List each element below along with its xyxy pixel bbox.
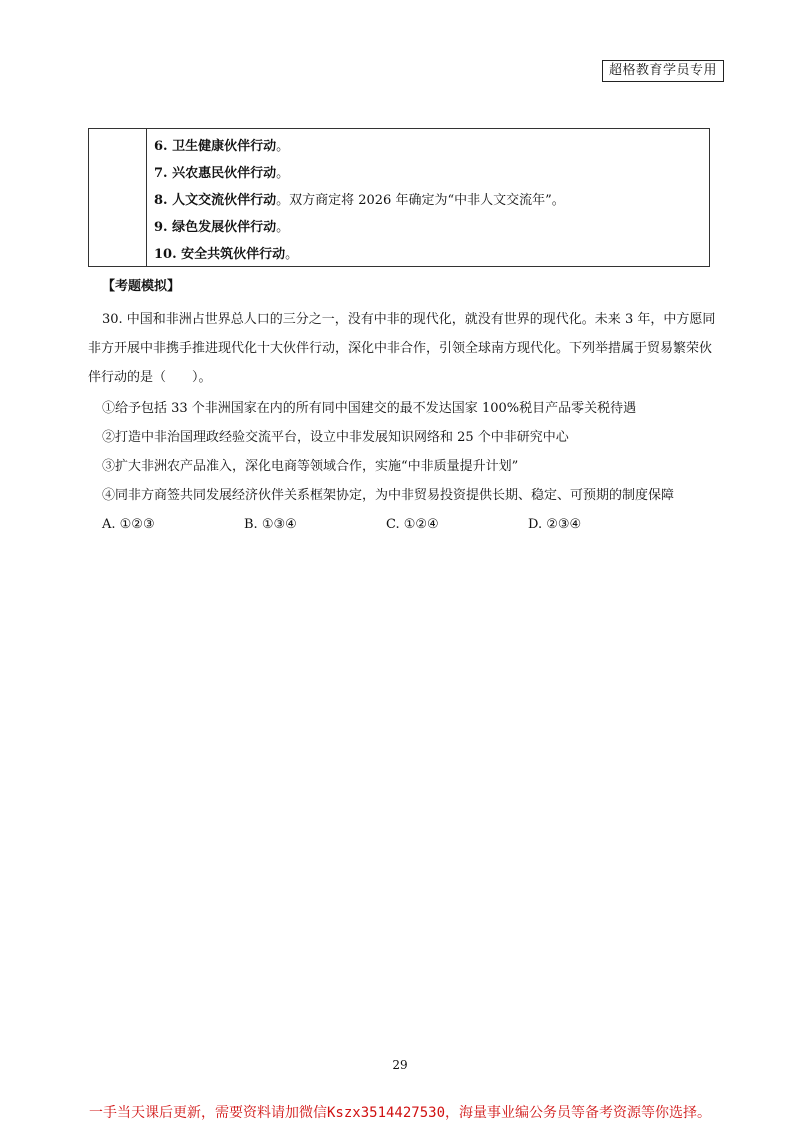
answer-choices (102, 515, 714, 535)
list-item (154, 133, 703, 160)
item-title: 7. 兴农惠民伙伴行动 (154, 166, 277, 181)
statement-item: ②打造中非治国理政经验交流平台，设立中非发展知识网络和 25 个中非研究中心 (102, 430, 569, 445)
question-line: 伴行动的是（ ）。 (88, 370, 212, 385)
item-text: 。 (276, 220, 290, 235)
list-item (154, 214, 703, 241)
section-heading: 【考题模拟】 (102, 279, 181, 294)
item-text: 。 (276, 166, 290, 181)
item-text: 。 (285, 247, 299, 262)
statement-item: ①给予包括 33 个非洲国家在内的所有同中国建交的最不发达国家 100%税目产品零关税待遇 (102, 401, 637, 416)
list-item (154, 241, 703, 268)
choice-d: D. ②③④ (528, 517, 582, 532)
footer-notice: 一手当天课后更新，需要资料请加微信Kszx3514427530，海量事业编公务员等备考资源等你选择。 (89, 1105, 711, 1121)
item-title: 9. 绿色发展伙伴行动 (154, 220, 277, 235)
statement-item: ③扩大非洲农产品准入，深化电商等领域合作，实施“中非质量提升计划” (102, 459, 519, 474)
question-line: 非方开展中非携手推进现代化十大伙伴行动，深化中非合作，引领全球南方现代化。下列举措属于贸易繁荣伙 (88, 341, 713, 356)
choice-c: C. ①②④ (386, 517, 439, 532)
question-line: 30. 中国和非洲占世界总人口的三分之一，没有中非的现代化，就没有世界的现代化。未来 3 年，中方愿同 (102, 312, 716, 327)
item-text: 。 (276, 139, 290, 154)
statement-list (102, 394, 714, 510)
table-left-cell (89, 129, 147, 266)
item-text: 。双方商定将 2026 年确定为“中非人文交流年”。 (276, 193, 565, 208)
list-item (154, 187, 703, 214)
statement-item: ④同非方商签共同发展经济伙伴关系框架协定，为中非贸易投资提供长期、稳定、可预期的制度保障 (102, 488, 675, 503)
list-item (154, 160, 703, 187)
table-right-cell (154, 133, 703, 268)
content-table (88, 128, 710, 267)
choice-a: A. ①②③ (102, 517, 155, 532)
item-title: 10. 安全共筑伙伴行动 (154, 247, 286, 262)
page-number: 29 (392, 1058, 408, 1072)
watermark-stamp: 超格教育学员专用 (602, 60, 724, 82)
item-title: 6. 卫生健康伙伴行动 (154, 139, 277, 154)
item-title: 8. 人文交流伙伴行动 (154, 193, 277, 208)
choice-b: B. ①③④ (244, 517, 297, 532)
question-stem (88, 305, 716, 392)
